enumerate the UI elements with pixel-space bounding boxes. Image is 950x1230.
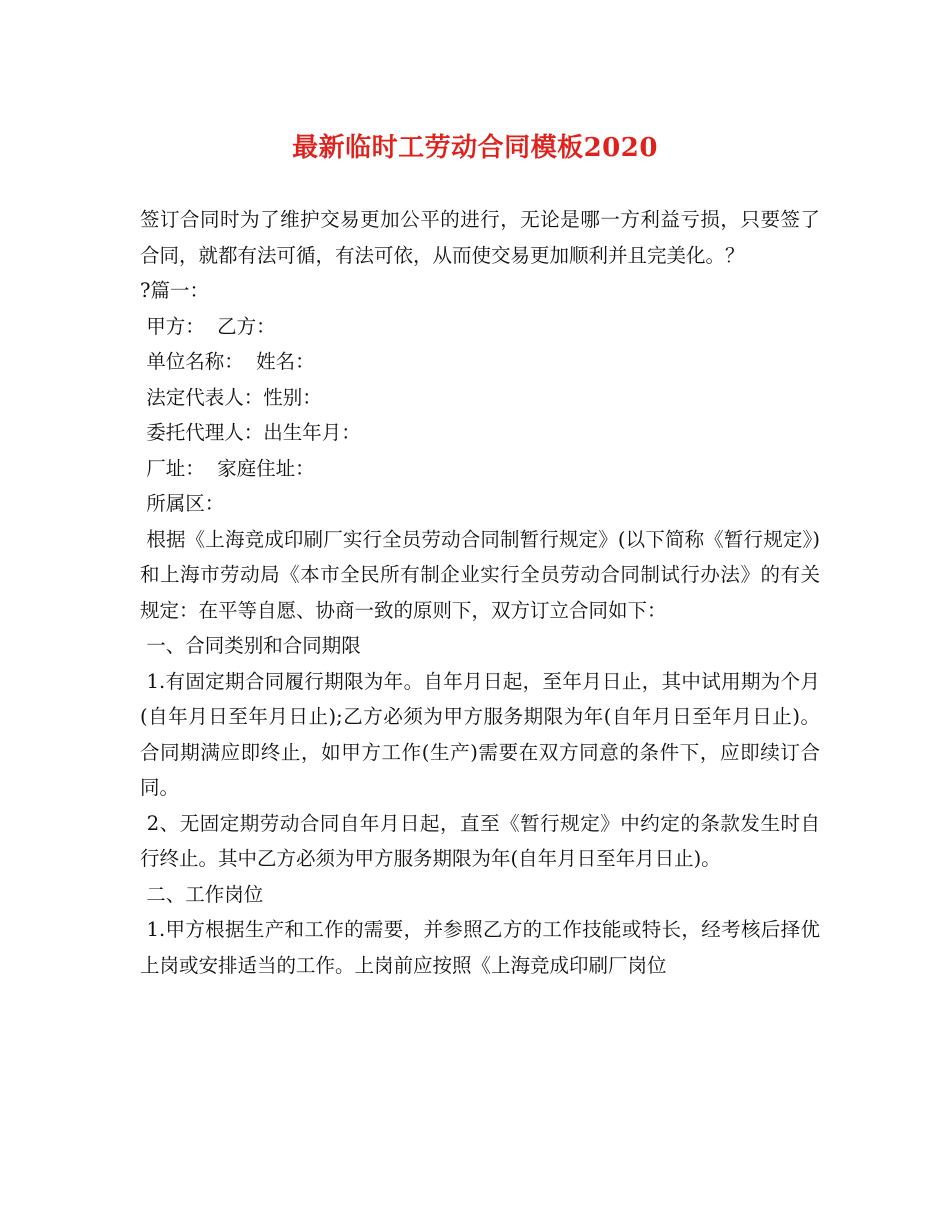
clause-job-assignment: 1.甲方根据生产和工作的需要，并参照乙方的工作技能或特长，经考核后择优上岗或安排适当的工作。上岗前应按照《上海竞成印刷厂岗位 [140, 918, 820, 977]
document-body [140, 202, 820, 983]
section-heading-contract-type: 一、合同类别和合同期限 [140, 634, 361, 657]
document-title: 最新临时工劳动合同模板2020 [292, 133, 658, 163]
clause-fixed-term: 1.有固定期合同履行期限为年。自年月日起，至年月日止，其中试用期为个月(自年月日至年月日止);乙方必须为甲方服务期限为年(自年月日至年月日止)。合同期满应即终止，如甲方工作(生产)需要在双方同意的条件下，应即续订合同。 [140, 669, 820, 799]
intro-paragraph: 签订合同时为了维护交易更加公平的进行，无论是哪一方利益亏损，只要签了合同，就都有法可循，有法可依，从而使交易更加顺利并且完美化。？ [140, 208, 820, 267]
unit-name-line: 单位名称： 姓名： [140, 350, 315, 373]
agent-line: 委托代理人：出生年月： [140, 421, 361, 444]
address-line: 厂址： 家庭住址： [140, 456, 315, 480]
district-line: 所属区： [140, 492, 225, 515]
party-line: 甲方： 乙方： [140, 314, 276, 338]
legal-representative-line: 法定代表人：性别： [140, 385, 322, 409]
basis-paragraph: 根据《上海竞成印刷厂实行全员劳动合同制暂行规定》(以下简称《暂行规定》)和上海市劳动局《本市全民所有制企业实行全员劳动合同制试行办法》的有关规定：在平等自愿、协商一致的原则下，双方订立合同如下： [140, 527, 821, 622]
section-heading-part-one: ?篇一： [140, 279, 209, 302]
section-heading-job-position: 二、工作岗位 [140, 882, 264, 906]
clause-open-term: 2、无固定期劳动合同自年月日起，直至《暂行规定》中约定的条款发生时自行终止。其中乙方必须为甲方服务期限为年(自年月日至年月日止)。 [140, 811, 820, 870]
